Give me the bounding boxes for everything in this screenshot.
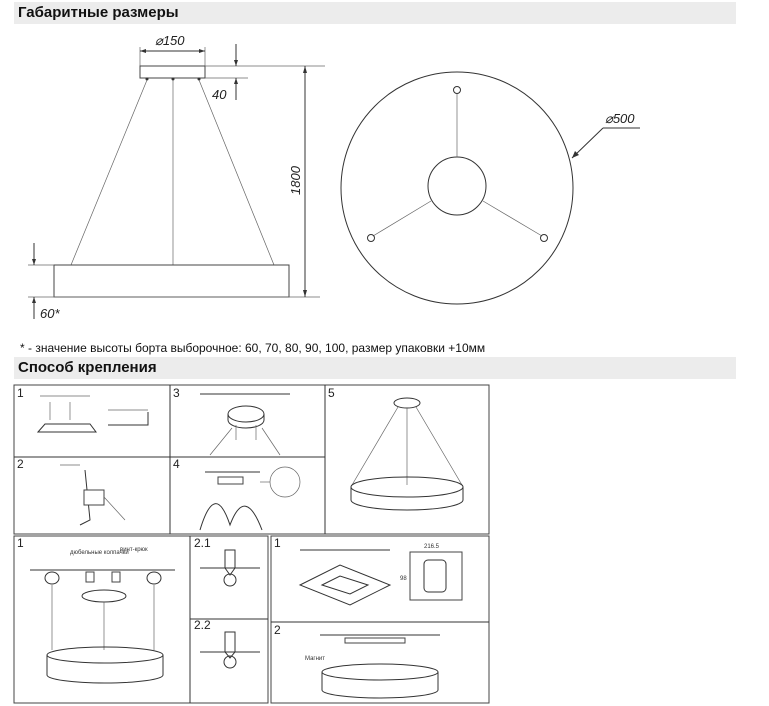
mounting-panels-a <box>14 385 489 534</box>
panel-b-step2-1-label: 2.1 <box>194 536 211 550</box>
top-view-drawing <box>341 72 640 304</box>
plate-height-label: 98 <box>400 576 407 582</box>
panel-c-step2-label: 2 <box>274 623 281 637</box>
panel-a-step4-label: 4 <box>173 457 180 471</box>
magnet-label: Магнит <box>305 656 326 662</box>
ring-height-label: 60* <box>40 306 60 321</box>
mounting-heading: Способ крепления <box>18 359 157 376</box>
panel-a-step1-label: 1 <box>17 386 24 400</box>
ring-side-shape <box>54 265 289 297</box>
side-view-drawing <box>28 33 325 321</box>
panel-a-step3-label: 3 <box>173 386 180 400</box>
mounting-panels-c <box>271 536 489 703</box>
screw-hook-label: винт-крюк <box>120 547 148 553</box>
total-height-label: 1800 <box>288 166 303 195</box>
panel-c-step1-label: 1 <box>274 536 281 550</box>
anchor-caps-label: дюбельные колпачки <box>70 550 129 556</box>
canopy-shape <box>140 66 205 78</box>
dimensions-heading: Габаритные размеры <box>18 4 179 21</box>
plate-width-label: 216.5 <box>424 544 440 550</box>
mounting-panels-b <box>14 536 268 703</box>
panel-a-step5-label: 5 <box>328 386 335 400</box>
height-note: * - значение высоты борта выборочное: 60, 70, 80, 90, 100, размер упаковки +10мм <box>20 341 486 355</box>
ring-diameter-label: ⌀500 <box>605 111 635 126</box>
canopy-height-label: 40 <box>212 87 227 102</box>
panel-b-step2-2-label: 2.2 <box>194 618 211 632</box>
panel-b-step1-label: 1 <box>17 536 24 550</box>
panel-a-step2-label: 2 <box>17 457 24 471</box>
canopy-diameter-label: ⌀150 <box>155 33 185 48</box>
canopy-top-shape <box>428 157 486 215</box>
